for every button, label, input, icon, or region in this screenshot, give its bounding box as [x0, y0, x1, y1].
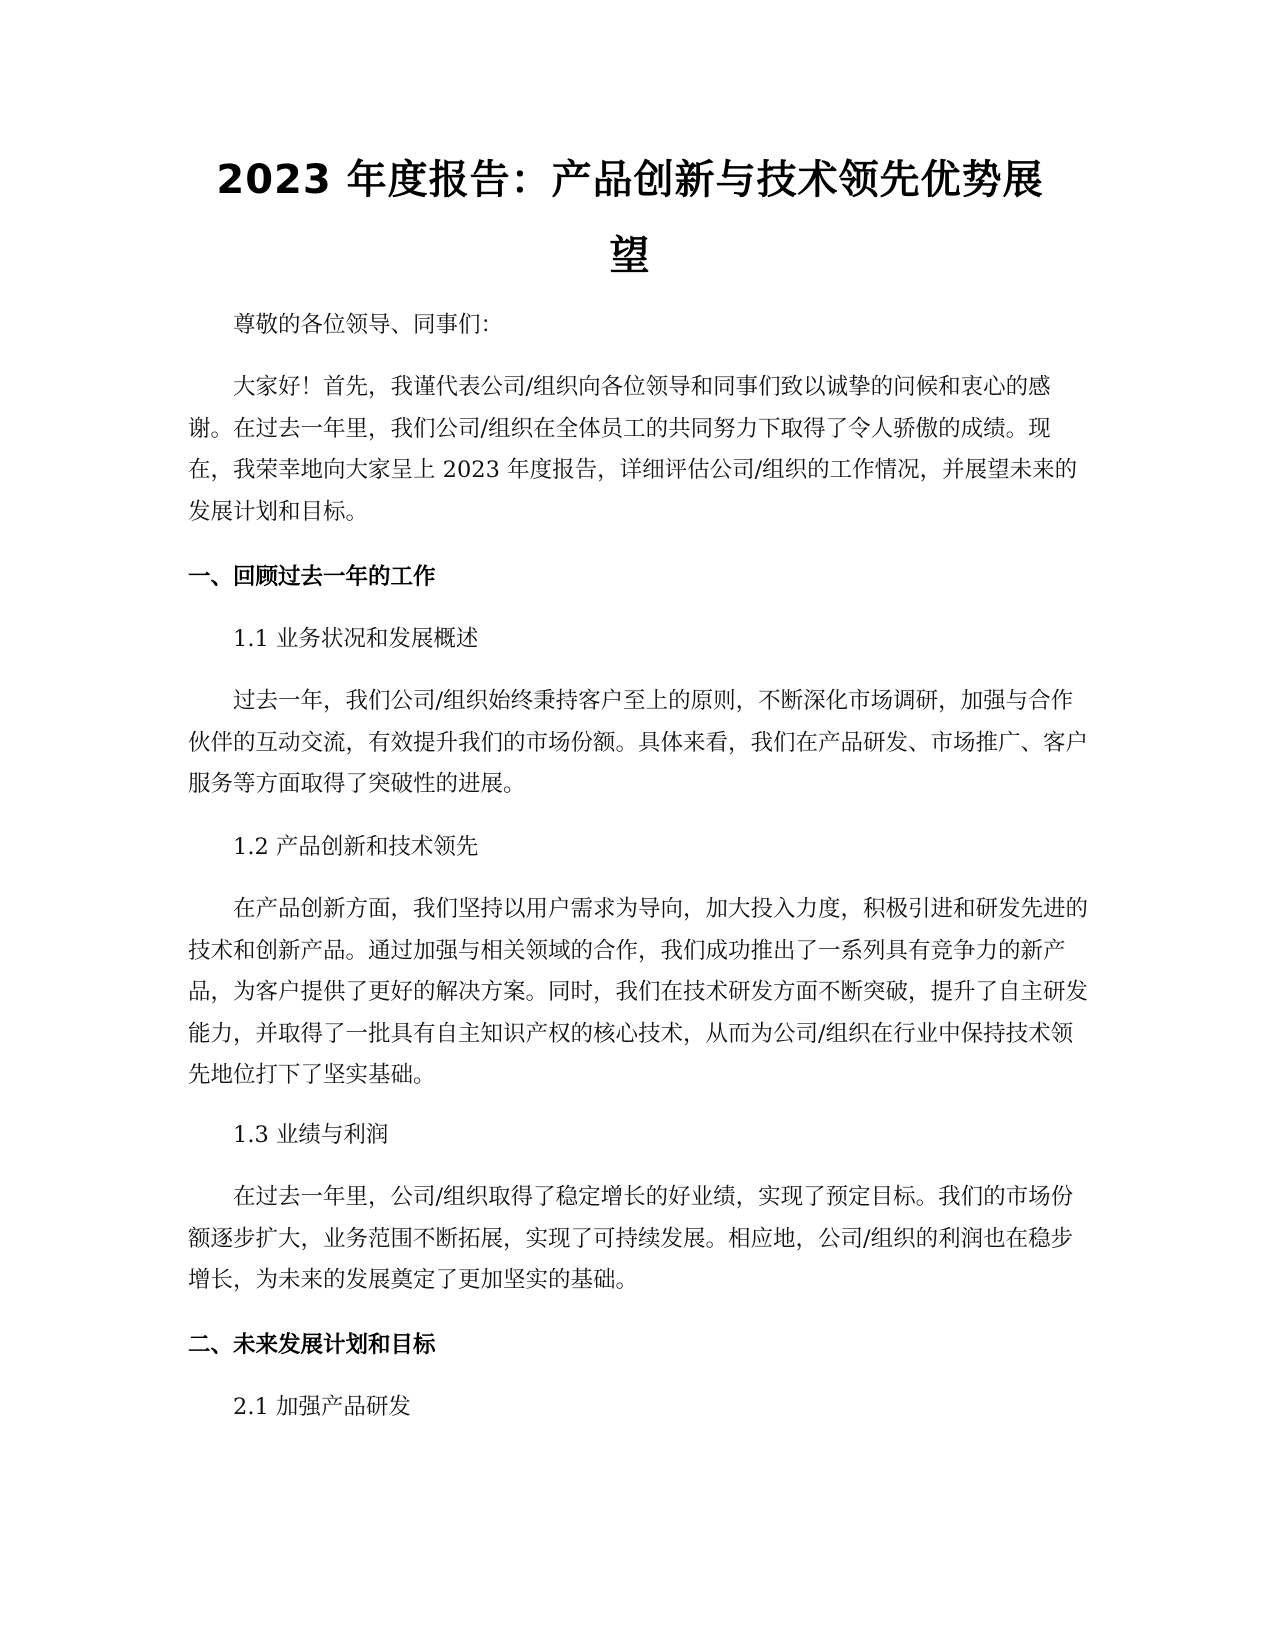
product-innovation-paragraph: 在产品创新方面，我们坚持以用户需求为导向，加大投入力度，积极引进和研发先进的技术和创新产品。通过加强与相关领域的合作，我们成功推出了一系列具有竞争力的新产品，为客户提供了更好的解决方案。同时，我们在技术研发方面不断突破，提升了自主研发能力，并取得了一批具有自主知识产权的核心技术，从而为公司/组织在行业中保持技术领先地位打下了坚实基础。 — [188, 896, 1089, 1088]
intro-paragraph: 大家好！首先，我谨代表公司/组织向各位领导和同事们致以诚挚的问候和衷心的感谢。在过去一年里，我们公司/组织在全体员工的共同努力下取得了令人骄傲的成绩。现在，我荣幸地向大家呈上 2023 年度报告，详细评估公司/组织的工作情况，并展望未来的发展计划和目标。 — [188, 374, 1078, 525]
subsection-title-performance-profit: 1.3 业绩与利润 — [233, 1122, 389, 1148]
subsection-title-product-innovation: 1.2 产品创新和技术领先 — [233, 834, 479, 860]
business-overview-paragraph: 过去一年，我们公司/组织始终秉持客户至上的原则，不断深化市场调研，加强与合作伙伴的互动交流，有效提升我们的市场份额。具体来看，我们在产品研发、市场推广、客户服务等方面取得了突破性的进展。 — [188, 688, 1089, 797]
section-heading-future-plans: 二、未来发展计划和目标 — [188, 1332, 436, 1358]
greeting-paragraph: 尊敬的各位领导、同事们： — [233, 312, 504, 338]
subsection-title-product-rnd: 2.1 加强产品研发 — [233, 1394, 411, 1420]
subsection-title-business-overview: 1.1 业务状况和发展概述 — [233, 626, 479, 652]
document-title: 2023 年度报告：产品创新与技术领先优势展 — [216, 157, 1044, 203]
section-heading-review: 一、回顾过去一年的工作 — [188, 564, 436, 590]
performance-profit-paragraph: 在过去一年里，公司/组织取得了稳定增长的好业绩，实现了预定目标。我们的市场份额逐步扩大，业务范围不断拓展，实现了可持续发展。相应地，公司/组织的利润也在稳步增长，为未来的发展奠定了更加坚实的基础。 — [188, 1184, 1074, 1293]
document-title-continued: 望 — [609, 233, 651, 279]
